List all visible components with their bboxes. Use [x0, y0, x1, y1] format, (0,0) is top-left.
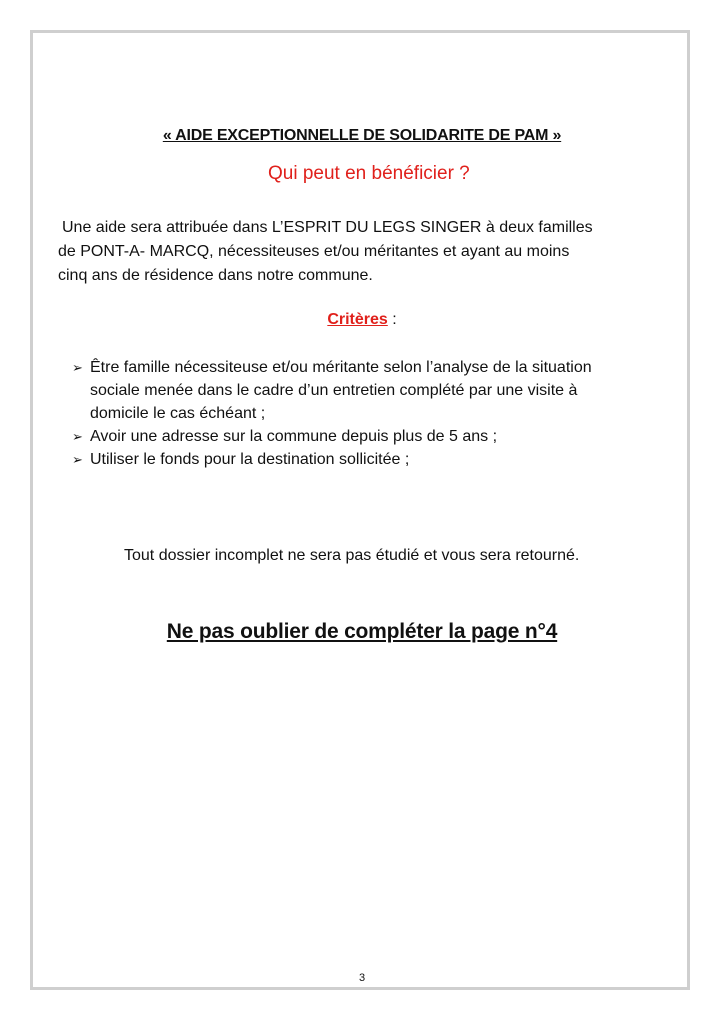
- criteria-line: Utiliser le fonds pour la destination sollicitée ;: [90, 451, 410, 468]
- criteria-line: domicile le cas échéant ;: [90, 405, 266, 422]
- document-title: « AIDE EXCEPTIONNELLE DE SOLIDARITE DE PAM »: [162, 127, 562, 144]
- intro-line: Une aide sera attribuée dans L’ESPRIT DU LEGS SINGER à deux familles: [62, 219, 593, 236]
- criteria-line: Être famille nécessiteuse et/ou méritante selon l’analyse de la situation: [90, 359, 592, 376]
- criteria-label: Critères: [327, 311, 388, 328]
- intro-line: cinq ans de résidence dans notre commune.: [58, 267, 373, 284]
- page-number: 3: [358, 972, 366, 984]
- intro-line: de PONT-A- MARCQ, nécessiteuses et/ou méritantes et ayant au moins: [58, 243, 570, 260]
- arrow-bullet-icon: ➢: [72, 452, 83, 467]
- criteria-heading: [0, 311, 724, 329]
- intro-paragraph: [58, 216, 658, 288]
- criteria-suffix: :: [387, 311, 397, 328]
- criteria-line: Avoir une adresse sur la commune depuis plus de 5 ans ;: [90, 428, 498, 445]
- page-reminder: Ne pas oublier de compléter la page n°4: [166, 620, 558, 643]
- criteria-list: [72, 356, 672, 471]
- criteria-item: [72, 356, 672, 425]
- criteria-item: [72, 425, 672, 448]
- arrow-bullet-icon: ➢: [72, 429, 83, 444]
- incomplete-file-notice: Tout dossier incomplet ne sera pas étudié et vous sera retourné.: [124, 547, 580, 564]
- arrow-bullet-icon: ➢: [72, 360, 83, 375]
- document-subtitle: Qui peut en bénéficier ?: [268, 163, 470, 184]
- criteria-item: [72, 448, 672, 471]
- criteria-line: sociale menée dans le cadre d’un entretien complété par une visite à: [90, 382, 578, 399]
